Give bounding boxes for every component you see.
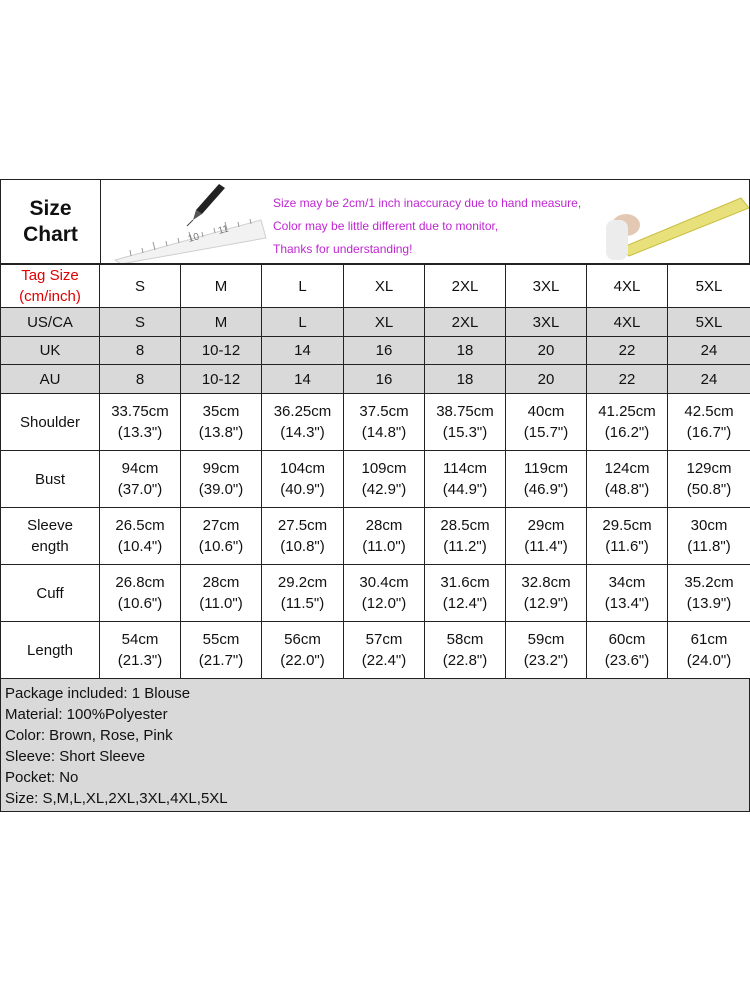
size-cell: 35.2cm (13.9") xyxy=(668,565,750,622)
size-cell: 29.2cm (11.5") xyxy=(262,565,344,622)
product-info xyxy=(0,679,750,812)
size-cell: XL xyxy=(344,265,425,308)
info-package: Package included: 1 Blouse xyxy=(5,685,191,702)
row-label: UK xyxy=(1,337,100,365)
pen-icon xyxy=(196,184,225,214)
note-3: Thanks for understanding! xyxy=(273,242,413,256)
size-cell: 24 xyxy=(668,337,750,365)
size-cell: 54cm (21.3") xyxy=(100,622,181,679)
row-label: US/CA xyxy=(1,308,100,337)
size-chart xyxy=(0,179,750,812)
note-1: Size may be 2cm/1 inch inaccuracy due to hand measure, xyxy=(273,196,582,210)
size-cell: 10-12 xyxy=(181,365,262,394)
size-cell: 29cm (11.4") xyxy=(506,508,587,565)
size-cell: 55cm (21.7") xyxy=(181,622,262,679)
size-cell: 109cm (42.9") xyxy=(344,451,425,508)
table-row xyxy=(1,265,750,308)
ruler-mark-10: 10 xyxy=(186,231,201,245)
size-cell: 37.5cm (14.8") xyxy=(344,394,425,451)
size-cell: 33.75cm (13.3") xyxy=(100,394,181,451)
size-cell: 28.5cm (11.2") xyxy=(425,508,506,565)
disclaimer-notes xyxy=(273,192,581,261)
size-cell: 26.8cm (10.6") xyxy=(100,565,181,622)
size-cell: L xyxy=(262,308,344,337)
size-cell: 104cm (40.9") xyxy=(262,451,344,508)
row-label: Tag Size (cm/inch) xyxy=(1,265,100,308)
size-cell: 59cm (23.2") xyxy=(506,622,587,679)
size-cell: 5XL xyxy=(668,308,750,337)
size-cell: 36.25cm (14.3") xyxy=(262,394,344,451)
size-cell: M xyxy=(181,265,262,308)
tape-measure-icon xyxy=(621,198,749,256)
row-label: Cuff xyxy=(1,565,100,622)
size-cell: 58cm (22.8") xyxy=(425,622,506,679)
size-cell: 20 xyxy=(506,365,587,394)
row-label: Sleeve ength xyxy=(1,508,100,565)
size-cell: 34cm (13.4") xyxy=(587,565,668,622)
size-cell: 5XL xyxy=(668,265,750,308)
info-size: Size: S,M,L,XL,2XL,3XL,4XL,5XL xyxy=(5,790,228,807)
table-row xyxy=(1,508,750,565)
size-cell: 14 xyxy=(262,337,344,365)
info-pocket: Pocket: No xyxy=(5,769,79,786)
size-cell: 4XL xyxy=(587,308,668,337)
size-cell: L xyxy=(262,265,344,308)
size-cell: 35cm (13.8") xyxy=(181,394,262,451)
title-line-2: Chart xyxy=(23,222,78,246)
info-sleeve: Sleeve: Short Sleeve xyxy=(5,748,146,765)
size-cell: 40cm (15.7") xyxy=(506,394,587,451)
size-table xyxy=(0,264,750,679)
size-cell: 10-12 xyxy=(181,337,262,365)
size-cell: 56cm (22.0") xyxy=(262,622,344,679)
size-cell: 38.75cm (15.3") xyxy=(425,394,506,451)
chart-title xyxy=(1,180,101,263)
measurement-banner xyxy=(101,180,749,263)
size-cell: 8 xyxy=(100,337,181,365)
size-cell: 2XL xyxy=(425,265,506,308)
table-row xyxy=(1,337,750,365)
size-cell: 27cm (10.6") xyxy=(181,508,262,565)
note-2: Color may be little different due to monitor, xyxy=(273,219,499,233)
size-cell: S xyxy=(100,265,181,308)
size-cell: 119cm (46.9") xyxy=(506,451,587,508)
size-cell: 20 xyxy=(506,337,587,365)
size-cell: 31.6cm (12.4") xyxy=(425,565,506,622)
size-cell: 27.5cm (10.8") xyxy=(262,508,344,565)
row-label: Shoulder xyxy=(1,394,100,451)
size-cell: 32.8cm (12.9") xyxy=(506,565,587,622)
size-cell: 3XL xyxy=(506,265,587,308)
size-cell: 24 xyxy=(668,365,750,394)
table-row xyxy=(1,394,750,451)
size-cell: 60cm (23.6") xyxy=(587,622,668,679)
row-label: Length xyxy=(1,622,100,679)
row-label: AU xyxy=(1,365,100,394)
chart-header xyxy=(0,179,750,264)
size-cell: 8 xyxy=(100,365,181,394)
table-row xyxy=(1,308,750,337)
size-cell: M xyxy=(181,308,262,337)
info-color: Color: Brown, Rose, Pink xyxy=(5,727,173,744)
size-cell: 28cm (11.0") xyxy=(344,508,425,565)
size-cell: 18 xyxy=(425,337,506,365)
size-cell: 99cm (39.0") xyxy=(181,451,262,508)
table-row xyxy=(1,451,750,508)
size-cell: 42.5cm (16.7") xyxy=(668,394,750,451)
size-cell: 22 xyxy=(587,365,668,394)
size-cell: 30cm (11.8") xyxy=(668,508,750,565)
size-cell: 2XL xyxy=(425,308,506,337)
size-cell: 16 xyxy=(344,365,425,394)
row-label: Bust xyxy=(1,451,100,508)
size-cell: 28cm (11.0") xyxy=(181,565,262,622)
table-row xyxy=(1,365,750,394)
size-cell: 29.5cm (11.6") xyxy=(587,508,668,565)
size-cell: 124cm (48.8") xyxy=(587,451,668,508)
ruler-mark-11: 11 xyxy=(216,223,230,237)
size-cell: 41.25cm (16.2") xyxy=(587,394,668,451)
size-cell: 30.4cm (12.0") xyxy=(344,565,425,622)
size-cell: 94cm (37.0") xyxy=(100,451,181,508)
size-cell: 26.5cm (10.4") xyxy=(100,508,181,565)
size-cell: 14 xyxy=(262,365,344,394)
info-material: Material: 100%Polyester xyxy=(5,706,168,723)
table-row xyxy=(1,622,750,679)
size-cell: XL xyxy=(344,308,425,337)
title-line-1: Size xyxy=(29,196,72,220)
size-cell: 18 xyxy=(425,365,506,394)
size-cell: 114cm (44.9") xyxy=(425,451,506,508)
size-cell: 4XL xyxy=(587,265,668,308)
size-cell: 3XL xyxy=(506,308,587,337)
size-cell: 61cm (24.0") xyxy=(668,622,750,679)
size-cell: S xyxy=(100,308,181,337)
size-cell: 57cm (22.4") xyxy=(344,622,425,679)
size-cell: 129cm (50.8") xyxy=(668,451,750,508)
size-cell: 22 xyxy=(587,337,668,365)
table-row xyxy=(1,565,750,622)
size-cell: 16 xyxy=(344,337,425,365)
